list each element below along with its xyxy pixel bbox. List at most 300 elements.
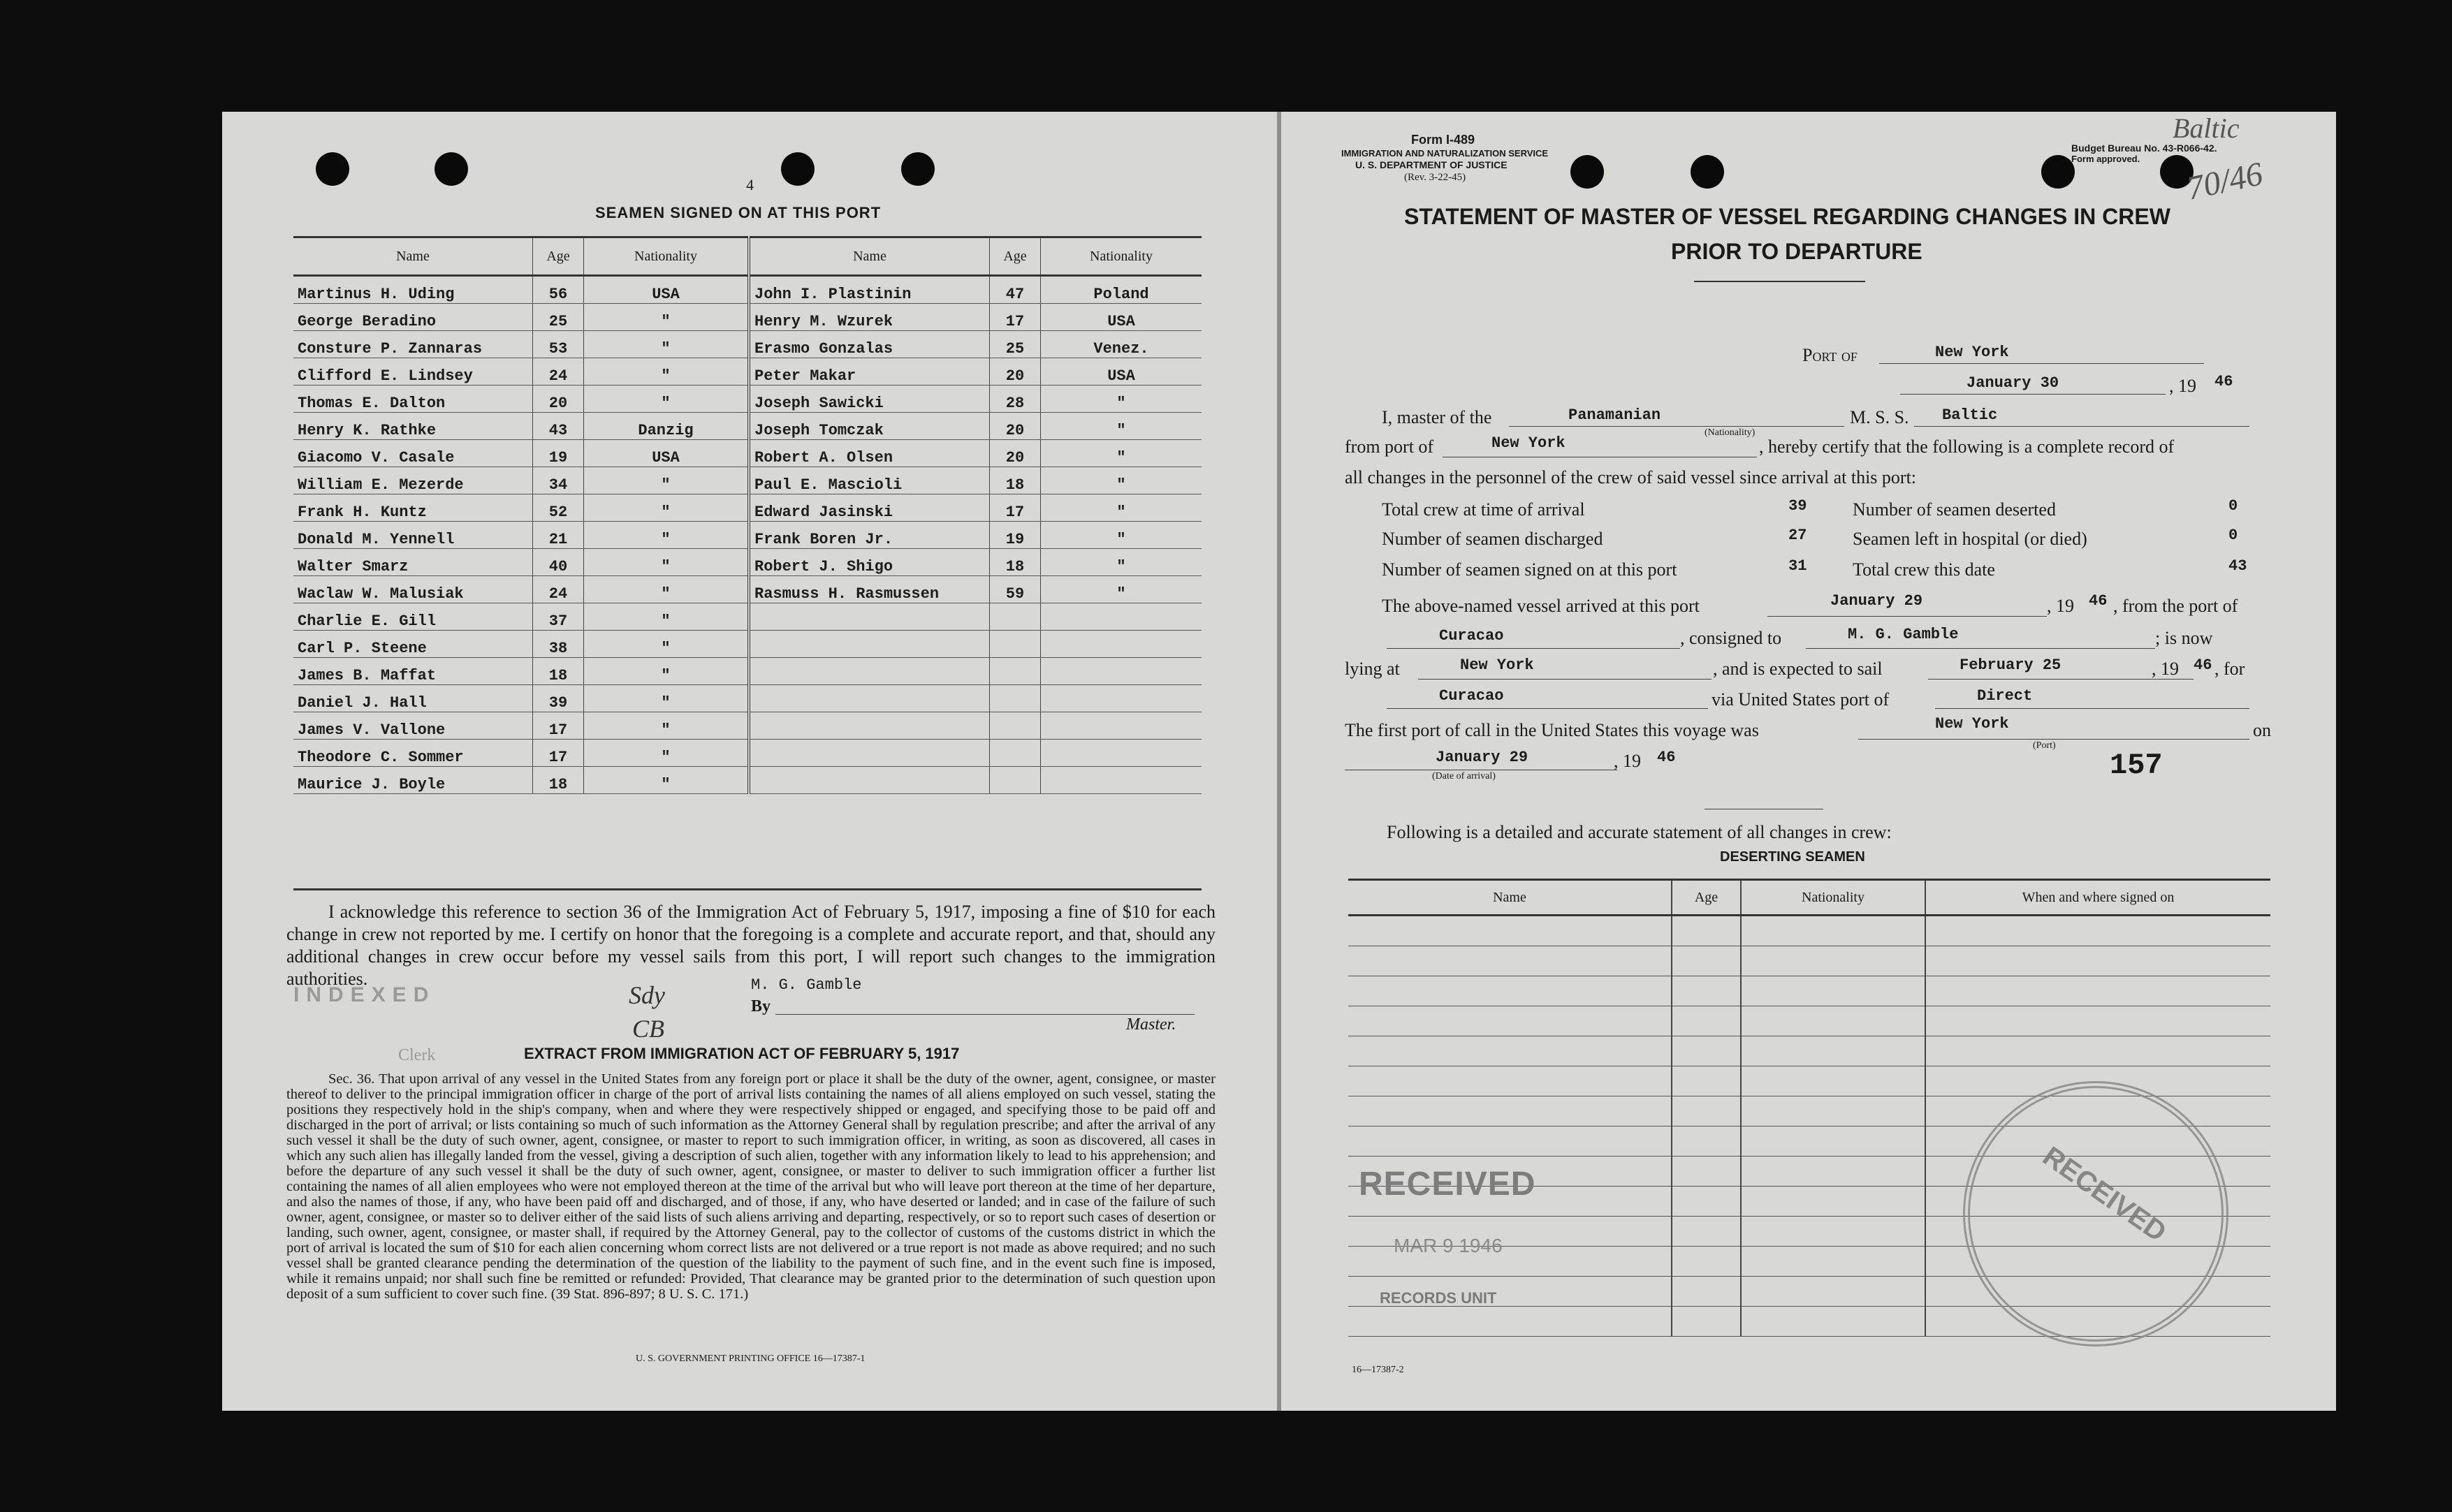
vessel-name-line xyxy=(1914,426,2249,427)
crew-age-cell: 25 xyxy=(533,304,584,331)
table-row xyxy=(293,276,747,304)
table-row xyxy=(749,276,1202,304)
crew-nationality-cell: Venez. xyxy=(1041,331,1202,358)
crew-nationality-cell: " xyxy=(1041,494,1202,522)
origin-port: Curacao xyxy=(1439,627,1504,645)
column-header-nationality: Nationality xyxy=(584,237,748,276)
stat-value: 31 xyxy=(1788,557,1807,575)
empty-cell xyxy=(749,658,990,685)
acknowledgment-text: I acknowledge this reference to section 36 of the Immigration Act of February 5, 1917, imposing a fine of $10 for each change in crew not reported by me. I certify on honor that the foregoing is a complete and accurate report, and that, should any additional changes in crew occur before my vessel sails from this port, I will report such changes to the immigration authorities. xyxy=(286,902,1216,989)
arrived-date-line xyxy=(1767,616,2047,617)
crew-age-cell: 20 xyxy=(990,440,1041,467)
arrived-text: The above-named vessel arrived at this port xyxy=(1382,596,1700,616)
crew-age-cell: 24 xyxy=(533,358,584,386)
crew-name-cell: John I. Plastinin xyxy=(749,276,990,304)
stamped-number: 157 xyxy=(2110,749,2163,782)
column-header-signed-on: When and where signed on xyxy=(1925,880,2270,916)
crew-nationality-cell: " xyxy=(1041,467,1202,494)
empty-cell xyxy=(1041,767,1202,794)
crew-nationality-cell: USA xyxy=(584,276,748,304)
empty-cell xyxy=(1672,916,1741,946)
stat-value: 27 xyxy=(1788,527,1807,544)
crew-name-cell: Clifford E. Lindsey xyxy=(293,358,533,386)
signature-name: M. G. Gamble xyxy=(751,976,862,994)
empty-cell xyxy=(990,740,1041,767)
crew-name-cell: Carl P. Steene xyxy=(293,631,533,658)
empty-cell xyxy=(1672,1126,1741,1157)
handwritten-initials-2: CB xyxy=(632,1015,665,1043)
empty-cell xyxy=(1925,1036,2270,1066)
empty-cell xyxy=(1041,658,1202,685)
crew-name-cell: Peter Makar xyxy=(749,358,990,386)
signed-on-table-left xyxy=(293,236,747,794)
arrived-date: January 29 xyxy=(1830,592,1923,610)
crew-name-cell: Henry K. Rathke xyxy=(293,413,533,440)
lying-at: lying at xyxy=(1345,659,1400,679)
empty-cell xyxy=(1348,916,1672,946)
crew-age-cell: 18 xyxy=(533,658,584,685)
for-label: , for xyxy=(2214,659,2245,679)
round-received-stamp xyxy=(1963,1081,2228,1346)
empty-cell xyxy=(1741,1066,1925,1096)
empty-cell xyxy=(1741,946,1925,976)
received-date: MAR 9 1946 xyxy=(1394,1235,1503,1256)
vessel-type: M. S. S. xyxy=(1850,407,1909,427)
empty-cell xyxy=(1741,1277,1925,1307)
crew-name-cell: Giacomo V. Casale xyxy=(293,440,533,467)
crew-nationality-cell: " xyxy=(584,494,748,522)
empty-cell xyxy=(1041,712,1202,740)
table-row xyxy=(749,467,1202,494)
empty-cell xyxy=(1741,1006,1925,1036)
empty-cell xyxy=(1672,1187,1741,1217)
crew-nationality-cell: " xyxy=(584,603,748,631)
crew-nationality-cell: " xyxy=(584,740,748,767)
table-row xyxy=(749,740,1202,767)
crew-name-cell: Edward Jasinski xyxy=(749,494,990,522)
port-value: New York xyxy=(1935,344,2009,361)
crew-age-cell: 34 xyxy=(533,467,584,494)
crew-name-cell: Erasmo Gonzalas xyxy=(749,331,990,358)
from-port-label: from port of xyxy=(1345,436,1434,457)
table-row xyxy=(749,658,1202,685)
crew-age-cell: 20 xyxy=(990,358,1041,386)
empty-cell xyxy=(1348,1126,1672,1157)
crew-name-cell: Frank H. Kuntz xyxy=(293,494,533,522)
stat-label: Number of seamen signed on at this port xyxy=(1382,559,1677,580)
crew-nationality-cell: USA xyxy=(1041,304,1202,331)
crew-nationality-cell: " xyxy=(1041,440,1202,467)
table-row xyxy=(1348,1006,2270,1036)
table-row xyxy=(749,576,1202,603)
crew-name-cell: Paul E. Mascioli xyxy=(749,467,990,494)
crew-age-cell: 38 xyxy=(533,631,584,658)
crew-nationality-cell: Poland xyxy=(1041,276,1202,304)
crew-nationality-cell: " xyxy=(584,522,748,549)
empty-cell xyxy=(1672,1217,1741,1247)
punch-hole xyxy=(1691,155,1724,189)
crew-name-cell: Donald M. Yennell xyxy=(293,522,533,549)
empty-cell xyxy=(1041,685,1202,712)
column-header-name: Name xyxy=(293,237,533,276)
table-row xyxy=(749,712,1202,740)
table-row xyxy=(293,413,747,440)
all-changes-text: all changes in the personnel of the crew of said vessel since arrival at this port: xyxy=(1345,467,1917,487)
origin-port-line xyxy=(1387,648,1680,649)
lying-port: New York xyxy=(1460,656,1534,674)
sail-year-prefix: , 19 xyxy=(2152,659,2179,679)
stat-value: 39 xyxy=(1788,497,1807,515)
nationality-caption: (Nationality) xyxy=(1705,427,1756,438)
sail-year: 46 xyxy=(2194,656,2212,674)
crew-nationality-cell: " xyxy=(1041,386,1202,413)
crew-age-cell: 43 xyxy=(533,413,584,440)
table-row xyxy=(749,631,1202,658)
empty-cell xyxy=(749,740,990,767)
form-title-line-2: PRIOR TO DEPARTURE xyxy=(1671,239,1922,264)
table-row xyxy=(293,631,747,658)
stat-label: Total crew at time of arrival xyxy=(1382,499,1585,520)
table-row xyxy=(293,549,747,576)
crew-name-cell: Henry M. Wzurek xyxy=(749,304,990,331)
date-line xyxy=(1900,394,2166,395)
empty-cell xyxy=(1348,1307,1672,1337)
table-row xyxy=(293,767,747,794)
first-port-year: 46 xyxy=(1657,749,1676,766)
punch-hole xyxy=(316,152,349,186)
port-caption: (Port) xyxy=(2033,740,2056,751)
printing-code: 16—17387-2 xyxy=(1352,1365,1404,1375)
empty-cell xyxy=(1348,1006,1672,1036)
empty-cell xyxy=(1672,1277,1741,1307)
crew-age-cell: 20 xyxy=(533,386,584,413)
crew-nationality-cell: " xyxy=(1041,549,1202,576)
crew-nationality-cell: " xyxy=(584,767,748,794)
table-row xyxy=(293,603,747,631)
from-port-value: New York xyxy=(1491,434,1566,452)
budget-bureau: Budget Bureau No. 43-R066-42. xyxy=(2071,142,2217,154)
consigned-to: , consigned to xyxy=(1680,628,1782,648)
crew-nationality-cell: USA xyxy=(1041,358,1202,386)
crew-age-cell: 25 xyxy=(990,331,1041,358)
consignee: M. G. Gamble xyxy=(1848,626,1959,643)
crew-age-cell: 53 xyxy=(533,331,584,358)
right-rows xyxy=(749,276,1202,794)
empty-cell xyxy=(990,631,1041,658)
crew-nationality-cell: " xyxy=(584,712,748,740)
crew-name-cell: Waclaw W. Malusiak xyxy=(293,576,533,603)
date-of-arrival-caption: (Date of arrival) xyxy=(1432,771,1496,781)
empty-cell xyxy=(1741,1217,1925,1247)
via-text: via United States port of xyxy=(1712,689,1890,710)
empty-cell xyxy=(990,658,1041,685)
destination-line xyxy=(1387,708,1708,709)
empty-cell xyxy=(990,767,1041,794)
table-row xyxy=(749,413,1202,440)
stat-value: 43 xyxy=(2228,557,2247,575)
agency-line-2: U. S. DEPARTMENT OF JUSTICE xyxy=(1355,159,1508,170)
vessel-name: Baltic xyxy=(1942,406,1998,424)
table-row xyxy=(293,658,747,685)
table-row xyxy=(1348,946,2270,976)
empty-cell xyxy=(749,767,990,794)
crew-age-cell: 18 xyxy=(533,767,584,794)
crew-age-cell: 37 xyxy=(533,603,584,631)
crew-name-cell: James B. Maffat xyxy=(293,658,533,685)
first-port-date: January 29 xyxy=(1436,749,1528,766)
nationality-value: Panamanian xyxy=(1568,406,1661,424)
empty-cell xyxy=(1672,1157,1741,1187)
table-header-row xyxy=(749,237,1202,276)
empty-cell xyxy=(749,712,990,740)
empty-cell xyxy=(1348,1096,1672,1126)
table-row xyxy=(293,522,747,549)
left-rows xyxy=(293,276,747,794)
punch-hole xyxy=(901,152,935,186)
crew-nationality-cell: Danzig xyxy=(584,413,748,440)
crew-age-cell: 52 xyxy=(533,494,584,522)
crew-name-cell: Daniel J. Hall xyxy=(293,685,533,712)
crew-nationality-cell: " xyxy=(584,549,748,576)
empty-cell xyxy=(1041,603,1202,631)
empty-cell xyxy=(1741,976,1925,1006)
empty-cell xyxy=(1672,976,1741,1006)
signed-on-table-right xyxy=(747,236,1202,794)
crew-nationality-cell: " xyxy=(584,304,748,331)
crew-name-cell: Walter Smarz xyxy=(293,549,533,576)
empty-cell xyxy=(1672,1036,1741,1066)
empty-cell xyxy=(1348,1066,1672,1096)
punch-hole xyxy=(435,152,468,186)
crew-age-cell: 59 xyxy=(990,576,1041,603)
table-row xyxy=(293,494,747,522)
crew-age-cell: 47 xyxy=(990,276,1041,304)
arrived-year: 46 xyxy=(2089,592,2108,610)
handwritten-vessel: Baltic xyxy=(2173,112,2240,144)
nationality-line xyxy=(1509,426,1844,427)
revision: (Rev. 3-22-45) xyxy=(1404,172,1466,183)
table-row xyxy=(749,522,1202,549)
crew-name-cell: Charlie E. Gill xyxy=(293,603,533,631)
title-rule xyxy=(1694,281,1865,282)
table-row xyxy=(293,712,747,740)
empty-cell xyxy=(1041,740,1202,767)
table-row xyxy=(1348,1036,2270,1066)
table-row xyxy=(749,767,1202,794)
first-port-text: The first port of call in the United States this voyage was xyxy=(1345,720,1759,740)
table-row xyxy=(293,304,747,331)
handwritten-initials-1: Sdy xyxy=(629,981,665,1009)
crew-nationality-cell: " xyxy=(584,467,748,494)
signature-line xyxy=(775,1014,1195,1015)
handwritten-number: 70/46 xyxy=(2183,155,2266,207)
column-header-age: Age xyxy=(533,237,584,276)
crew-nationality-cell: " xyxy=(1041,522,1202,549)
crew-name-cell: George Beradino xyxy=(293,304,533,331)
crew-age-cell: 18 xyxy=(990,467,1041,494)
crew-nationality-cell: " xyxy=(584,685,748,712)
page-fold xyxy=(1277,112,1281,1411)
crew-name-cell: James V. Vallone xyxy=(293,712,533,740)
crew-age-cell: 39 xyxy=(533,685,584,712)
table-row xyxy=(293,440,747,467)
crew-age-cell: 19 xyxy=(990,522,1041,549)
empty-cell xyxy=(1672,1307,1741,1337)
table-row xyxy=(749,386,1202,413)
via-port-line xyxy=(1935,708,2249,709)
empty-cell xyxy=(1672,1096,1741,1126)
first-port-year-prefix: , 19 xyxy=(1614,751,1641,771)
empty-cell xyxy=(1741,1247,1925,1277)
deserting-title: DESERTING SEAMEN xyxy=(1720,849,1865,865)
crew-name-cell: Theodore C. Sommer xyxy=(293,740,533,767)
crew-nationality-cell: " xyxy=(584,631,748,658)
crew-nationality-cell: " xyxy=(584,576,748,603)
empty-cell xyxy=(1741,1187,1925,1217)
crew-age-cell: 21 xyxy=(533,522,584,549)
stat-value: 0 xyxy=(2228,527,2238,544)
crew-name-cell: Robert A. Olsen xyxy=(749,440,990,467)
year-prefix: , 19 xyxy=(2169,376,2196,396)
column-header-nationality: Nationality xyxy=(1741,880,1925,916)
empty-cell xyxy=(1672,946,1741,976)
empty-cell xyxy=(1741,1036,1925,1066)
crew-age-cell: 17 xyxy=(990,494,1041,522)
on-label: on xyxy=(2253,720,2271,740)
empty-cell xyxy=(1925,916,2270,946)
crew-age-cell: 40 xyxy=(533,549,584,576)
crew-name-cell: Joseph Tomczak xyxy=(749,413,990,440)
extract-title: EXTRACT FROM IMMIGRATION ACT OF FEBRUARY 5, 1917 xyxy=(524,1045,960,1062)
crew-nationality-cell: " xyxy=(584,331,748,358)
records-unit: RECORDS UNIT xyxy=(1380,1289,1497,1307)
stat-label: Total crew this date xyxy=(1853,559,1995,580)
table-row xyxy=(749,304,1202,331)
table-row xyxy=(749,358,1202,386)
table-header-row xyxy=(293,237,747,276)
crew-nationality-cell: USA xyxy=(584,440,748,467)
received-stamp: RECEIVED xyxy=(1359,1166,1536,1203)
stat-label: Number of seamen deserted xyxy=(1853,499,2056,520)
table-header-row xyxy=(1348,880,2270,916)
table-row xyxy=(1348,976,2270,1006)
sail-date: February 25 xyxy=(1960,656,2061,674)
table-row xyxy=(749,440,1202,467)
crew-nationality-cell: " xyxy=(1041,413,1202,440)
table-bottom-rule xyxy=(293,888,1202,890)
empty-cell xyxy=(1348,976,1672,1006)
empty-cell xyxy=(749,603,990,631)
indexed-stamp: INDEXED xyxy=(293,983,436,1006)
crew-name-cell: William E. Mezerde xyxy=(293,467,533,494)
first-port-line xyxy=(1858,739,2249,740)
form-approved: Form approved. xyxy=(2071,154,2140,164)
printing-office: U. S. GOVERNMENT PRINTING OFFICE 16—17387-1 xyxy=(636,1353,866,1364)
extract-text: Sec. 36. That upon arrival of any vessel in the United States from any foreign port or place it shall be the duty of the owner, agent, consignee, or master thereof to deliver to the principal immigration officer in charge of the port of arrival lists containing the names of all aliens employed on such vessel, stating the positions they respectively hold in the ship's company, when and where they were respectively shipped or engaged, and specifying those to be paid off and discharged in the port of arrival; or lists containing so much of such information as the Attorney General shall by regulation prescribe; and after the arrival of any such vessel it shall be the duty of such owner, agent, consignee, or master to report to such immigration officer, in writing, as soon as discovered, all cases in which any such alien has illegally landed from the vessel, giving a description of such alien, together with any information likely to lead to his apprehension; and before the departure of any such vessel it shall be the duty of such owner, agent, consignee, or master to deliver to such immigration officer a further list containing the names of all alien employees who were not employed thereon at the time of the arrival but who will leave port thereon at the time of her departure, and also the names of those, if any, who have been paid off and discharged, and of those, if any, who have deserted or landed; and in case of the failure of such owner, agent, consignee, or master so to deliver either of the said lists of such aliens arriving and departing, respectively, or so to report such cases of desertion or landing, such owner, agent, consignee, or master shall, if required by the Attorney General, pay to the collector of customs of the customs district in which the port of arrival is located the sum of $10 for each alien concerning whom correct lists are not delivered or a true report is not made as above required; and no such vessel shall be granted clearance pending the determination of the question of the liability to the payment of such fine, and in the event such fine is imposed, while it remains unpaid; nor shall such fine be remitted or refunded: Provided, That clearance may be granted prior to the determination of such question upon deposit of a sum sufficient to cover such fine. (39 Stat. 896-897; 8 U. S. C. 171.) xyxy=(286,1071,1216,1302)
via-port: Direct xyxy=(1977,687,2033,705)
crew-name-cell: Frank Boren Jr. xyxy=(749,522,990,549)
port-label: Port of xyxy=(1802,345,1858,365)
table-row xyxy=(1348,916,2270,946)
punch-hole xyxy=(781,152,815,186)
crew-age-cell: 17 xyxy=(990,304,1041,331)
crew-name-cell: Consture P. Zannaras xyxy=(293,331,533,358)
port-line xyxy=(1879,363,2204,364)
column-header-name: Name xyxy=(749,237,990,276)
empty-cell xyxy=(1348,946,1672,976)
certify-text: , hereby certify that the following is a complete record of xyxy=(1759,436,2175,457)
by-label: By xyxy=(751,997,771,1015)
crew-name-cell: Robert J. Shigo xyxy=(749,549,990,576)
empty-cell xyxy=(1925,1006,2270,1036)
table-row xyxy=(293,386,747,413)
master-of-label: I, master of the xyxy=(1382,407,1492,427)
following-text: Following is a detailed and accurate statement of all changes in crew: xyxy=(1387,822,1892,842)
is-now: ; is now xyxy=(2155,628,2213,648)
round-stamp-text: RECEIVED xyxy=(2037,1140,2172,1248)
empty-cell xyxy=(749,685,990,712)
table-row xyxy=(749,331,1202,358)
table-row xyxy=(293,740,747,767)
table-row xyxy=(749,494,1202,522)
crew-name-cell: Rasmuss H. Rasmussen xyxy=(749,576,990,603)
punch-hole xyxy=(1570,155,1604,189)
consignee-line xyxy=(1806,648,2155,649)
crew-nationality-cell: " xyxy=(584,386,748,413)
column-header-age: Age xyxy=(990,237,1041,276)
empty-cell xyxy=(990,603,1041,631)
empty-cell xyxy=(1741,1126,1925,1157)
crew-nationality-cell: " xyxy=(584,658,748,685)
empty-cell xyxy=(749,631,990,658)
empty-cell xyxy=(990,685,1041,712)
table-row xyxy=(293,467,747,494)
empty-cell xyxy=(1741,1096,1925,1126)
date-value: January 30 xyxy=(1966,374,2059,392)
crew-name-cell: Thomas E. Dalton xyxy=(293,386,533,413)
stat-value: 0 xyxy=(2228,497,2238,515)
section-title: SEAMEN SIGNED ON AT THIS PORT xyxy=(595,204,882,221)
table-row xyxy=(293,685,747,712)
lying-port-line xyxy=(1418,679,1712,680)
stat-label: Seamen left in hospital (or died) xyxy=(1853,529,2087,549)
arrived-year-prefix: , 19 xyxy=(2047,596,2074,616)
empty-cell xyxy=(1741,1157,1925,1187)
table-row xyxy=(293,576,747,603)
master-label: Master. xyxy=(1126,1015,1176,1034)
expected-text: , and is expected to sail xyxy=(1713,659,1883,679)
empty-cell xyxy=(990,712,1041,740)
column-header-name: Name xyxy=(1348,880,1672,916)
year-value: 46 xyxy=(2214,373,2233,390)
crew-age-cell: 19 xyxy=(533,440,584,467)
table-row xyxy=(293,358,747,386)
column-header-nationality: Nationality xyxy=(1041,237,1202,276)
punch-hole xyxy=(2041,155,2075,189)
destination: Curacao xyxy=(1439,687,1504,705)
crew-nationality-cell: " xyxy=(1041,576,1202,603)
table-row xyxy=(749,603,1202,631)
empty-cell xyxy=(1041,631,1202,658)
empty-cell xyxy=(1672,1006,1741,1036)
from-the-port-of: , from the port of xyxy=(2113,596,2238,616)
crew-age-cell: 56 xyxy=(533,276,584,304)
page-number: 4 xyxy=(746,176,754,193)
empty-cell xyxy=(1348,1036,1672,1066)
crew-nationality-cell: " xyxy=(584,358,748,386)
empty-cell xyxy=(1672,1247,1741,1277)
empty-cell xyxy=(1672,1066,1741,1096)
